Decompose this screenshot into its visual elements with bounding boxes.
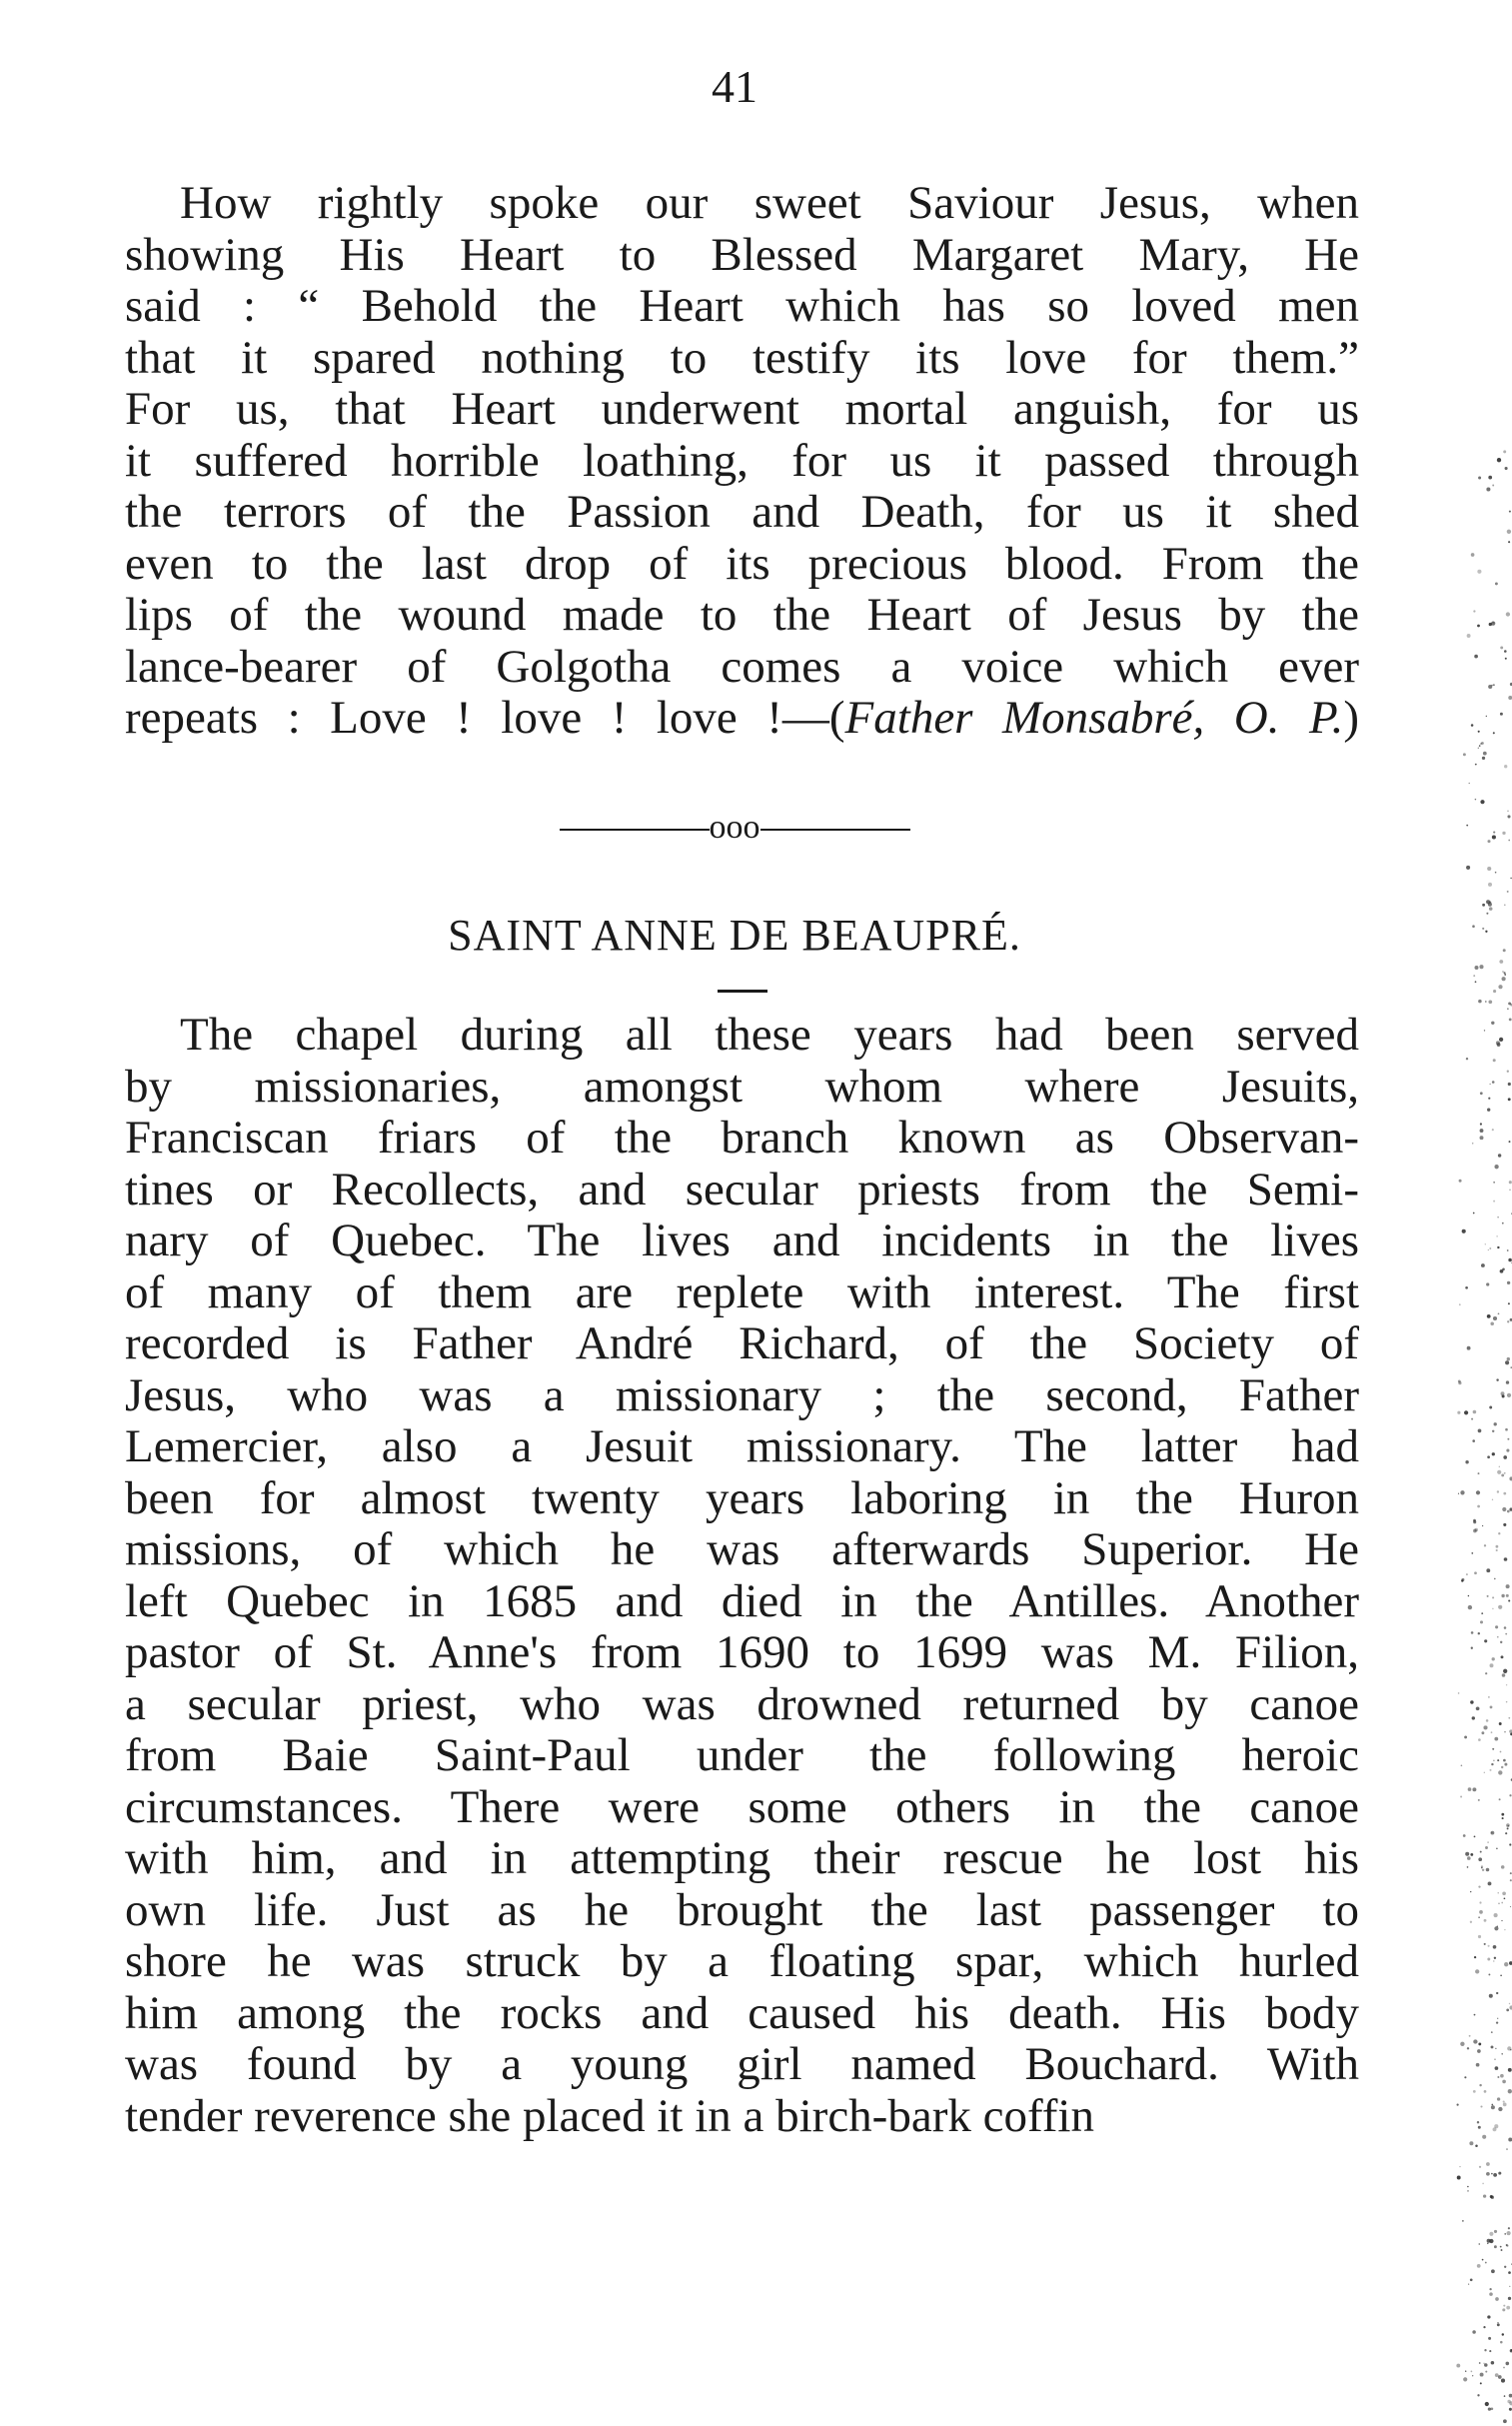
body-paragraph — [125, 1010, 1359, 2142]
heading-rule — [718, 990, 767, 993]
quote-citation: Father Monsabré, O. P. — [844, 692, 1344, 744]
section-separator — [0, 808, 1469, 848]
section-heading: SAINT ANNE DE BEAUPRÉ. — [448, 911, 1021, 960]
text-line: of many of them are replete with interest. The first — [125, 1265, 1359, 1318]
text-line: nary of Quebec. The lives and incidents in the lives — [125, 1214, 1359, 1266]
separator-ornament: ooo — [709, 809, 760, 846]
text-line: own life. Just as he brought the last passenger to — [125, 1883, 1359, 1936]
text-line: missions, of which he was afterwards Superior. He — [125, 1523, 1359, 1575]
text-line: How rightly spoke our sweet Saviour Jesus, when — [180, 177, 1359, 229]
text-line: showing His Heart to Blessed Margaret Mary, He — [125, 228, 1359, 281]
page-number: 41 — [712, 61, 757, 112]
text-line: even to the last drop of its precious blood. From the — [125, 537, 1359, 590]
text-line: lips of the wound made to the Heart of Jesus by the — [125, 589, 1359, 641]
text-line: For us, that Heart underwent mortal anguish, for us — [125, 383, 1359, 435]
text-line: a secular priest, who was drowned returned by canoe — [125, 1677, 1359, 1730]
quote-citation-close: ) — [1343, 692, 1360, 744]
text-line: Lemercier, also a Jesuit missionary. The latter had — [125, 1420, 1359, 1472]
text-line: with him, and in attempting their rescue he lost his — [125, 1832, 1359, 1884]
text-line: The chapel during all these years had been served — [180, 1009, 1359, 1061]
separator-rule-right — [760, 829, 910, 831]
text-line: recorded is Father André Richard, of the Society of — [125, 1317, 1359, 1369]
quote-last-line-text: repeats : Love ! love ! love !—( — [125, 692, 845, 744]
text-line: shore he was struck by a floating spar, which hurled — [125, 1935, 1359, 1987]
text-line: it suffered horrible loathing, for us it passed through — [125, 434, 1359, 487]
text-line: that it spared nothing to testify its love for them.” — [125, 331, 1359, 384]
text-line: the terrors of the Passion and Death, for us it shed — [125, 486, 1359, 538]
text-line: by missionaries, amongst whom where Jesuits, — [125, 1060, 1359, 1113]
text-line: circumstances. There were some others in the canoe — [125, 1780, 1359, 1833]
text-line: pastor of St. Anne's from 1690 to 1699 was M. Filion, — [125, 1626, 1359, 1678]
text-line: Jesus, who was a missionary ; the second, Father — [125, 1368, 1359, 1421]
quote-paragraph — [125, 178, 1359, 745]
text-line: been for almost twenty years laboring in the Huron — [125, 1471, 1359, 1524]
text-line: said : “ Behold the Heart which has so loved men — [125, 280, 1359, 332]
separator-rule-left — [560, 829, 710, 831]
text-line: tines or Recollects, and secular priests from the Semi- — [125, 1163, 1359, 1215]
quote-last-line — [125, 693, 1359, 745]
text-line: tender reverence she placed it in a birch-bark coffin — [125, 2089, 1094, 2142]
text-line: left Quebec in 1685 and died in the Antilles. Another — [125, 1574, 1359, 1627]
text-line: from Baie Saint-Paul under the following heroic — [125, 1729, 1359, 1781]
text-line: was found by a young girl named Bouchard. With — [125, 2038, 1359, 2090]
text-line: him among the rocks and caused his death. His body — [125, 1986, 1359, 2039]
text-line: Franciscan friars of the branch known as Observan- — [125, 1112, 1359, 1164]
page-edge-speckle — [1437, 450, 1512, 2426]
text-line: lance-bearer of Golgotha comes a voice which ever — [125, 640, 1359, 693]
